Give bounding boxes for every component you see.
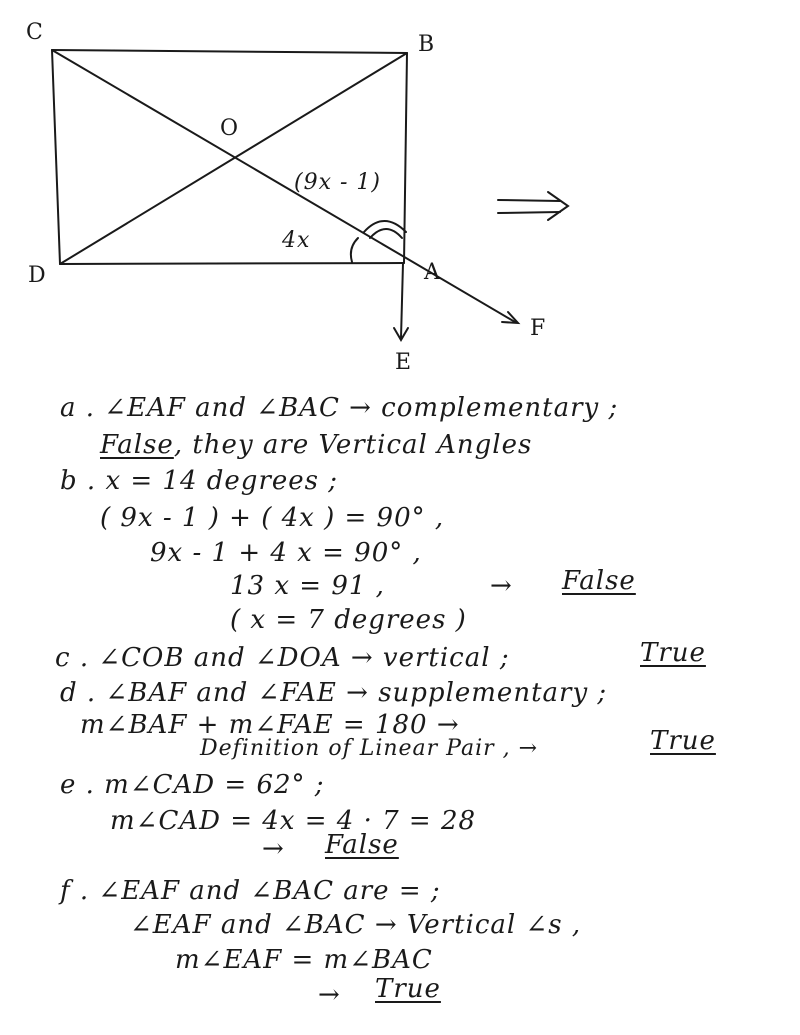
part-a-line-1: a . ∠EAF and ∠BAC → complementary ; bbox=[60, 393, 619, 423]
arrow-head bbox=[548, 192, 568, 220]
arrowhead-f bbox=[502, 312, 518, 323]
part-f-answer-true: True bbox=[375, 974, 441, 1004]
part-a-answer-false: False bbox=[100, 430, 174, 460]
diagonal-ca-extended-f bbox=[52, 50, 515, 322]
part-b-line-1: b . x = 14 degrees ; bbox=[60, 466, 339, 496]
part-b-line-2: ( 9x - 1 ) + ( 4x ) = 90° , bbox=[100, 503, 445, 533]
part-d-line-2: m∠BAF + m∠FAE = 180 → bbox=[80, 710, 460, 740]
label-c: C bbox=[26, 20, 44, 45]
part-e-line-1: e . m∠CAD = 62° ; bbox=[60, 770, 325, 800]
side-cb bbox=[52, 50, 407, 53]
angle-label-9x-minus-1: (9x - 1) bbox=[294, 170, 381, 195]
part-e-answer-false: False bbox=[325, 830, 399, 860]
part-b-answer-false: False bbox=[562, 566, 636, 596]
part-b-arrow: → bbox=[490, 571, 513, 601]
label-o: O bbox=[220, 116, 240, 141]
part-b-line-3: 9x - 1 + 4 x = 90° , bbox=[150, 538, 422, 568]
arrow-line-top bbox=[498, 200, 560, 201]
rectangle-diagram bbox=[0, 0, 800, 390]
ray-ae bbox=[401, 263, 403, 338]
part-a-line-2 bbox=[100, 432, 532, 458]
side-cd bbox=[52, 50, 60, 264]
label-b: B bbox=[418, 32, 436, 57]
part-e-arrow: → bbox=[262, 834, 285, 864]
label-d: D bbox=[28, 263, 47, 288]
label-a: A bbox=[424, 260, 441, 285]
part-d-line-3: Definition of Linear Pair , → bbox=[200, 736, 539, 761]
part-c-line-1: c . ∠COB and ∠DOA → vertical ; bbox=[55, 643, 510, 673]
part-e-line-2: m∠CAD = 4x = 4 · 7 = 28 bbox=[110, 806, 477, 836]
part-f-line-1: f . ∠EAF and ∠BAC are = ; bbox=[60, 876, 441, 906]
side-da bbox=[60, 263, 404, 264]
part-b-line-5: ( x = 7 degrees ) bbox=[230, 605, 467, 635]
part-f-arrow: → bbox=[318, 980, 341, 1010]
part-f-line-3: m∠EAF = m∠BAC bbox=[175, 945, 433, 975]
part-a-reason: , they are Vertical Angles bbox=[173, 430, 533, 460]
part-c-answer-true: True bbox=[640, 638, 706, 668]
angle-mark-9x-outer bbox=[364, 221, 406, 232]
angle-mark-9x-inner bbox=[370, 229, 402, 238]
label-f: F bbox=[530, 316, 547, 341]
arrow-line-bottom bbox=[498, 212, 560, 213]
part-f-line-2: ∠EAF and ∠BAC → Vertical ∠s , bbox=[130, 910, 582, 940]
angle-label-4x: 4x bbox=[282, 228, 311, 253]
part-b-line-4: 13 x = 91 , bbox=[230, 571, 385, 601]
angle-mark-4x bbox=[351, 238, 358, 262]
part-d-answer-true: True bbox=[650, 726, 716, 756]
label-e: E bbox=[395, 350, 413, 375]
part-d-line-1: d . ∠BAF and ∠FAE → supplementary ; bbox=[60, 678, 608, 708]
